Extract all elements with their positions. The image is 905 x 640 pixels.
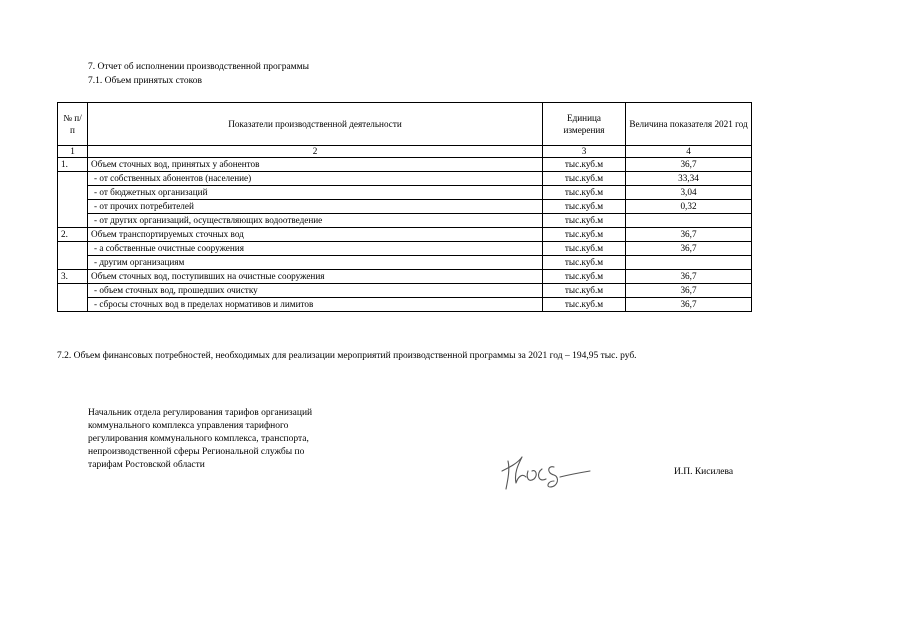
unit-cell: тыс.куб.м [543,200,626,214]
table-row [58,256,752,270]
value-cell: 36,7 [626,270,752,284]
value-cell: 3,04 [626,186,752,200]
row-number: 3. [58,270,88,284]
signatory-position [88,407,378,472]
column-number-row [58,146,752,158]
position-line: Начальник отдела регулирования тарифов организаций [88,408,313,418]
indicator-cell: - объем сточных вод, прошедших очистку [88,284,543,298]
header-value: Величина показателя 2021 год [626,103,752,146]
row-number-merged [58,172,88,228]
column-number: 1 [58,146,88,158]
financial-needs-paragraph: 7.2. Объем финансовых потребностей, необходимых для реализации мероприятий производственной программы за 2021 год – 194,95 тыс. руб. [57,351,637,361]
intake-volume-table [57,102,752,312]
table-row [58,214,752,228]
column-number: 3 [543,146,626,158]
handwritten-signature-icon [498,447,593,495]
unit-cell: тыс.куб.м [543,256,626,270]
table-header-row [58,103,752,146]
table-row [58,228,752,242]
position-line: регулирования коммунального комплекса, транспорта, [88,434,309,444]
value-cell: 36,7 [626,228,752,242]
row-number: 1. [58,158,88,172]
indicator-cell: Объем сточных вод, принятых у абонентов [88,158,543,172]
indicator-cell: - от бюджетных организаций [88,186,543,200]
value-cell: 0,32 [626,200,752,214]
value-cell: 36,7 [626,158,752,172]
row-number-merged [58,284,88,312]
unit-cell: тыс.куб.м [543,158,626,172]
table-row [58,242,752,256]
unit-cell: тыс.куб.м [543,186,626,200]
indicator-cell: - от других организаций, осуществляющих водоотведение [88,214,543,228]
header-num: № п/п [58,103,88,146]
column-number: 4 [626,146,752,158]
table-row [58,200,752,214]
table-row [58,158,752,172]
table-row [58,186,752,200]
indicator-cell: Объем сточных вод, поступивших на очистные сооружения [88,270,543,284]
position-line: тарифам Ростовской области [88,460,205,470]
header-unit: Единица измерения [543,103,626,146]
unit-cell: тыс.куб.м [543,242,626,256]
value-cell: 36,7 [626,284,752,298]
indicator-cell: - сбросы сточных вод в пределах нормативов и лимитов [88,298,543,312]
indicator-cell: - другим организациям [88,256,543,270]
position-line: непроизводственной сферы Региональной службы по [88,447,305,457]
value-cell: 33,34 [626,172,752,186]
signatory-name: И.П. Кисилева [674,467,734,477]
unit-cell: тыс.куб.м [543,214,626,228]
value-cell [626,214,752,228]
indicator-cell: - от собственных абонентов (население) [88,172,543,186]
header-indicator: Показатели производственной деятельности [88,103,543,146]
unit-cell: тыс.куб.м [543,298,626,312]
value-cell: 36,7 [626,242,752,256]
unit-cell: тыс.куб.м [543,228,626,242]
unit-cell: тыс.куб.м [543,172,626,186]
table-row [58,284,752,298]
row-number: 2. [58,228,88,242]
table-row [58,270,752,284]
subsection-title: 7.1. Объем принятых стоков [88,76,202,86]
indicator-cell: - от прочих потребителей [88,200,543,214]
column-number: 2 [88,146,543,158]
unit-cell: тыс.куб.м [543,284,626,298]
value-cell: 36,7 [626,298,752,312]
table-row [58,298,752,312]
table-row [58,172,752,186]
value-cell [626,256,752,270]
indicator-cell: - а собственные очистные сооружения [88,242,543,256]
indicator-cell: Объем транспортируемых сточных вод [88,228,543,242]
position-line: коммунального комплекса управления тарифного [88,421,289,431]
unit-cell: тыс.куб.м [543,270,626,284]
section-title: 7. Отчет об исполнении производственной программы [88,62,310,72]
row-number-merged [58,242,88,270]
